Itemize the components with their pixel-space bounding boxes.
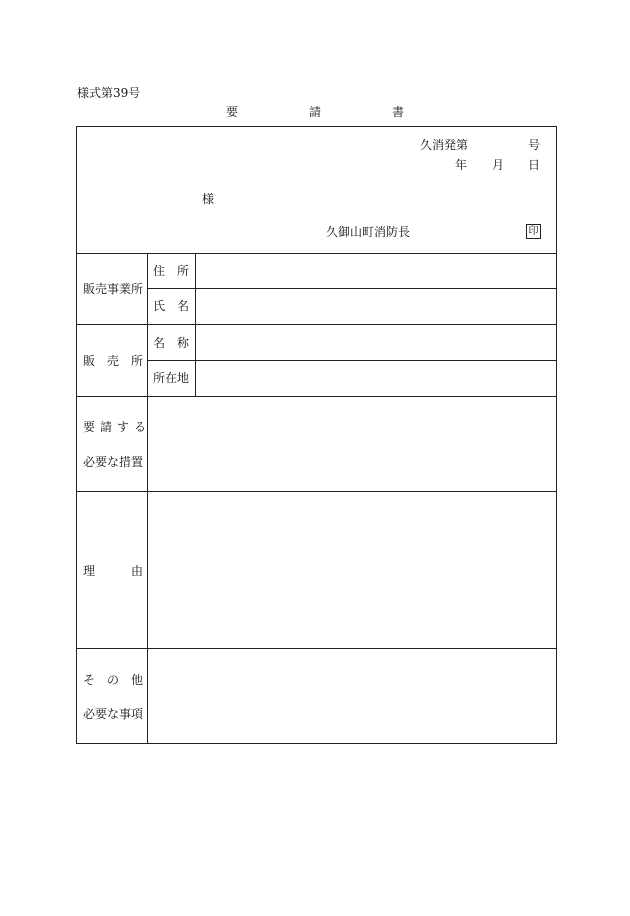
date-month-label: 月 bbox=[492, 158, 505, 172]
title-char-3: 書 bbox=[392, 105, 405, 119]
divider-shop-mid bbox=[148, 360, 556, 361]
divider-sublabel-column bbox=[195, 253, 196, 396]
vendor-address-label: 住 所 bbox=[153, 264, 190, 278]
date-year-label: 年 bbox=[455, 158, 468, 172]
title-char-1: 要 bbox=[226, 105, 239, 119]
addressee-suffix: 様 bbox=[202, 192, 215, 206]
vendor-label: 販売事業所 bbox=[83, 282, 144, 296]
vendor-name-label: 氏 名 bbox=[153, 299, 190, 313]
divider-reason-bottom bbox=[76, 648, 556, 649]
measures-label-line1: 要請する bbox=[83, 420, 152, 434]
shop-label: 販 売 所 bbox=[83, 354, 144, 368]
divider-label-column bbox=[147, 253, 148, 743]
reason-label: 理 由 bbox=[83, 564, 144, 578]
measures-label-line2: 必要な措置 bbox=[83, 455, 144, 469]
divider-measures-bottom bbox=[76, 491, 556, 492]
form-frame bbox=[76, 126, 557, 744]
shop-location-label: 所在地 bbox=[153, 371, 190, 385]
doc-number-prefix: 久消発第 bbox=[420, 138, 469, 152]
seal-mark: 印 bbox=[526, 224, 541, 239]
shop-name-label: 名 称 bbox=[153, 336, 190, 350]
other-label-line1: そ の 他 bbox=[83, 673, 144, 687]
divider-shop-bottom bbox=[76, 396, 556, 397]
divider-vendor-mid bbox=[148, 288, 556, 289]
divider-vendor-bottom bbox=[76, 324, 556, 325]
date-day-label: 日 bbox=[528, 158, 541, 172]
doc-number-suffix: 号 bbox=[528, 138, 541, 152]
issuer-name: 久御山町消防長 bbox=[326, 225, 411, 239]
document-title bbox=[0, 103, 630, 119]
title-char-2: 請 bbox=[309, 105, 322, 119]
divider-header-bottom bbox=[76, 253, 556, 254]
other-label-line2: 必要な事項 bbox=[83, 707, 144, 721]
form-number: 様式第39号 bbox=[77, 86, 141, 100]
